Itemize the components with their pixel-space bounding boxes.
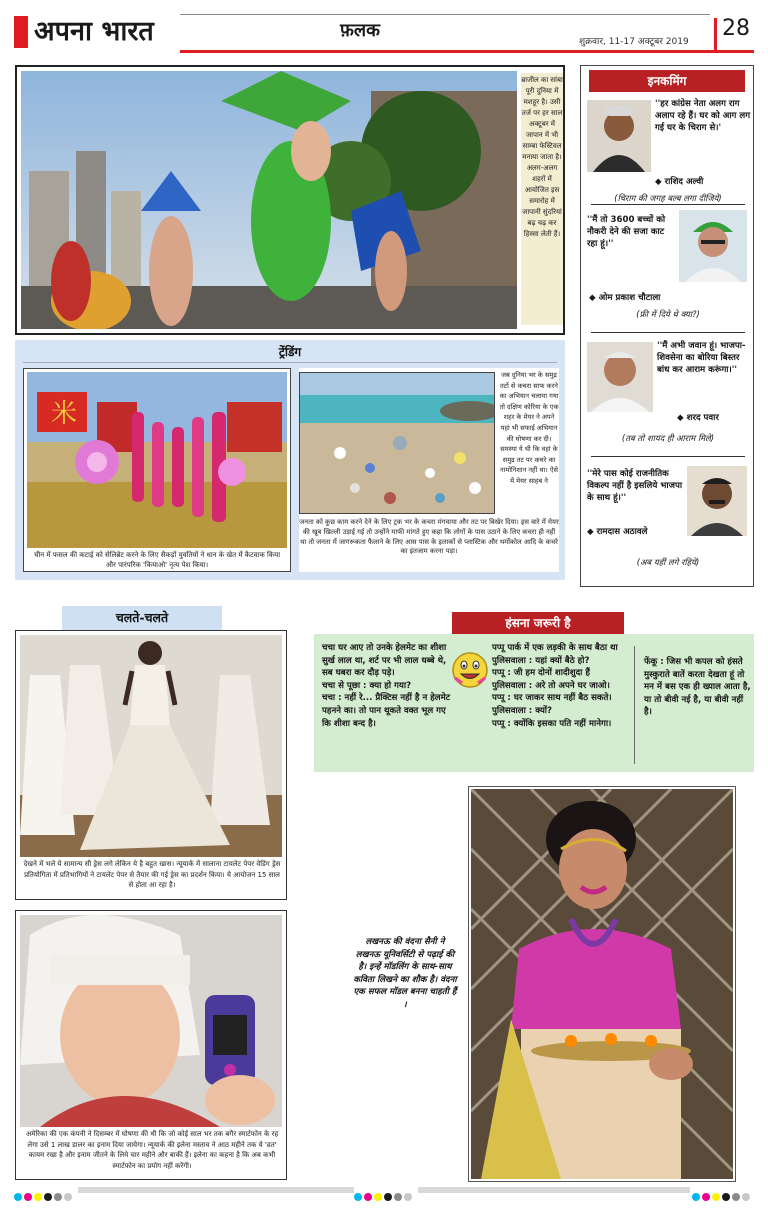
masthead-rule-red xyxy=(180,50,754,53)
section-name: फ़लक xyxy=(340,20,380,41)
registration-dots-center xyxy=(354,1186,414,1205)
incoming-comment-2: (फ्री में दिये थे क्या?) xyxy=(636,309,700,319)
beach-photo xyxy=(299,372,495,514)
trending-section xyxy=(15,340,565,580)
hasna-divider xyxy=(634,646,635,764)
joke-2 xyxy=(492,642,628,730)
incoming-name-3: ◆ शरद पवार xyxy=(677,413,719,423)
smartphone-illustration xyxy=(20,915,282,1127)
incoming-comment-3: (तब तो शायद ही आराम मिले) xyxy=(621,433,715,443)
model-illustration xyxy=(471,789,733,1179)
person-icon xyxy=(587,100,651,172)
registration-dots-left xyxy=(14,1186,74,1205)
joke-1-line-3: चचा : नहीं रे... प्रैक्टिस नहीं है न हेलमेट पहनने का। तो पान थूकते वक्त भूल गए कि शीशा बन्द है। xyxy=(322,693,451,729)
page-number: 28 xyxy=(722,16,750,41)
masthead xyxy=(14,14,754,54)
trending-rule xyxy=(23,362,557,363)
chalte-heading: चलते-चलते xyxy=(62,606,222,630)
incoming-name-1: ◆ राशिद अल्वी xyxy=(655,177,704,187)
joke-2-line-6: पुलिसवाला : क्यों? xyxy=(492,705,553,716)
person-icon xyxy=(587,342,653,412)
person-icon xyxy=(687,466,747,536)
trending-left-card xyxy=(23,368,291,572)
incoming-quote-3: ''मैं अभी जवान हूं। भाजपा-शिवसेना का बोरिया बिस्तर बांध कर आराम करूंगा।'' xyxy=(657,341,746,375)
incoming-rule-1 xyxy=(591,204,745,205)
incoming-rule-2 xyxy=(591,332,745,333)
incoming-name-4: ◆ रामदास अठावले xyxy=(587,527,648,537)
joke-2-line-7: पप्पू : क्योंकि इसका पति नहीं मानेगा। xyxy=(492,718,612,729)
chalte-card-2 xyxy=(15,910,287,1180)
joke-2-line-1: पप्पू पार्क में एक लड़की के साथ बैठा था xyxy=(492,643,618,653)
beach-story-text: जब दुनिया भर के समुद्र तटों से कचरा साफ करने का अभियान चलाया गया तो दक्षिण कोरिया के एक शहर के मेयर ने अपने यहां भी सफाई अभियान की घोषणा कर दी। समस्या ये थी कि वहां के समुद्र तट पर कचरे का नामोनिशान नहीं था। ऐसे में मेयर साहब ने xyxy=(499,371,559,485)
joke-2-line-2: पुलिसवाला : यहां क्यों बैठे हो? xyxy=(492,655,590,666)
harvest-photo xyxy=(27,372,287,548)
incoming-item-2 xyxy=(587,210,749,322)
paper-name: अपना भारत xyxy=(34,16,154,47)
incoming-comment-1: (चिराग की जगह बल्ब लगा दीजिये) xyxy=(614,193,722,203)
masthead-rule-thin xyxy=(180,14,710,15)
wedding-dress-illustration xyxy=(20,635,282,857)
joke-2-line-5: पप्पू : घर जाकर साथ नहीं बैठ सकते। xyxy=(492,693,612,704)
joke-1-line-2: चचा से पूछा : क्या हो गया? xyxy=(322,680,412,691)
top-story xyxy=(15,65,565,335)
model-text: लखनऊ की वंदना सैनी ने लखनऊ यूनिवर्सिटी से पढ़ाई की है। इन्हें मॉडलिंग के साथ-साथ कविता लिखने का शौक है। वंदना एक सफल मॉडल बनना चाहती हैं । xyxy=(353,937,457,1010)
laughing-emoji-icon-graphic xyxy=(450,650,490,690)
joke-2-line-4: पुलिसवाला : अरे तो अपने घर जाओ। xyxy=(492,680,610,691)
registration-bar-right xyxy=(418,1187,690,1193)
incoming-item-4 xyxy=(587,464,749,580)
harvest-illustration xyxy=(27,372,287,548)
incoming-name-2: ◆ ओम प्रकाश चौटाला xyxy=(589,293,661,303)
incoming-section xyxy=(580,65,754,587)
top-story-text: ब्राजील का सांबा पूरी दुनिया में मशहूर है। उसी तर्ज पर हर साल अक्टूबर में जापान में भी साम्बा फेस्टिवल मनाया जाता है। अलग-अलग शहरों में आयोजित इस समारोह में जापानी सुंदरियां बढ़ चढ़ कर हिस्सा लेती हैं। xyxy=(521,73,563,325)
registration-bar xyxy=(78,1187,354,1193)
avatar-sharad-pawar xyxy=(587,342,653,412)
chalte-card-1 xyxy=(15,630,287,900)
model-photo xyxy=(471,789,733,1179)
incoming-heading: इनकमिंग xyxy=(589,70,745,92)
incoming-item-3 xyxy=(587,338,749,450)
hasna-heading: हंसना जरूरी है xyxy=(452,612,624,634)
samba-photo-illustration xyxy=(21,71,517,329)
svg-text:米: 米 xyxy=(51,399,78,429)
incoming-quote-1: ''हर कांग्रेस नेता अलग राग अलाप रहे हैं। घर को आग लग गई घर के चिराग से।' xyxy=(655,99,751,133)
issue-date: शुक्रवार, 11-17 अक्टूबर 2019 xyxy=(579,37,689,47)
trending-right-card xyxy=(299,368,559,572)
avatar-om-prakash-chautala xyxy=(679,210,747,282)
incoming-quote-2: ''मैं तो 3600 बच्चों को नौकरी देने की सजा काट रहा हूं।'' xyxy=(587,215,666,249)
smartphone-caption: अमेरिका की एक कंपनी ने दिसम्बर में घोषणा की थी कि जो कोई साल भर तक बगैर स्मार्टफोन के रह लेगा उसे 1 लाख डालर का इनाम दिया जायेगा। न्यूयार्क की इलेना मस्ताव ने आठ महीने तक ये 'व्रत' कायम रखा है और इनाम जीतने के लिये चार महीने और बाकी हैं। इलेना का कहना है कि अब कभी स्मार्टफोन का प्रयोग नहीं करेंगी। xyxy=(25,1130,279,1170)
samba-photo xyxy=(21,71,517,329)
toilet-paper-dress-caption: देखने में भले ये सामान्य सी ड्रेस लगे लेकिन ये है बहुत खास। न्यूयार्क में सालाना टायलेट पेपर वेडिंग ड्रेस प्रतियोगिता में प्रतिभागियों ने टायलेट पेपर से तैयार की गई ड्रेस का प्रदर्शन किया। ये आयोजन 15 साल से होता आ रहा है। xyxy=(23,860,281,889)
joke-3: फेंकू : जिस भी कपल को हंसते मुस्कुराते बातें करता देखता हूं तो मन में बस एक ही ख्याल आता है, या तो बीवी नई है, या बीवी नहीं है। xyxy=(644,657,751,718)
harvest-caption: चीन में फसल की कटाई को सेलिब्रेट करने के लिए सैकड़ों युवतियों ने धान के खेत में कैटवाक किया और पारंपरिक 'कियाओ' नृत्य पेश किया। xyxy=(33,551,281,569)
hasna-section xyxy=(314,612,754,772)
page-divider xyxy=(714,18,717,50)
laughing-emoji-icon xyxy=(450,650,490,690)
model-photo-frame xyxy=(468,786,736,1182)
avatar-rashid-alvi xyxy=(587,100,651,172)
trending-heading: ट्रेंडिंग xyxy=(278,345,302,359)
registration-dots-right xyxy=(692,1186,752,1205)
joke-1-line-1: चचा घर आए तो उनके हेलमेट का शीशा सुर्ख लाल था, शर्ट पर भी लाल धब्बे थे, सब घबरा कर दौड़ पड़े। xyxy=(322,643,447,679)
beach-caption: जनता को कुछ काम करने देने के लिए ट्रक भर के कचरा मंगवाया और तट पर बिखेर दिया। इस बारे में मेयर की खूब खिल्ली उड़ाई गई तो उन्होंने माफी मांगते हुए कहा कि लोगों के पास उठाने के लिए कचरा ही नहीं था तो जनता में जागरूकता फैलाने के लिए आस पास के इलाकों से प्लास्टिक और थर्मोकोल आदि के कचरे का इंतजाम करना पड़ा। xyxy=(299,518,559,556)
incoming-rule-3 xyxy=(591,456,745,457)
joke-2-line-3: पप्पू : जी हम दोनों शादीशुदा हैं xyxy=(492,668,590,679)
joke-1 xyxy=(322,642,452,730)
incoming-quote-4: ''मेरे पास कोई राजनीतिक विकल्प नहीं है इसलिये भाजपा के साथ हूं।'' xyxy=(587,469,683,503)
masthead-red-block xyxy=(14,16,28,48)
incoming-item-1 xyxy=(587,98,749,208)
avatar-ramdas-athawale xyxy=(687,466,747,536)
incoming-comment-4: (अब यहीं लगे रहिये) xyxy=(636,557,700,567)
beach-illustration xyxy=(300,373,495,514)
person-icon xyxy=(679,210,747,282)
toilet-paper-dress-photo xyxy=(20,635,282,857)
smartphone-photo xyxy=(20,915,282,1127)
